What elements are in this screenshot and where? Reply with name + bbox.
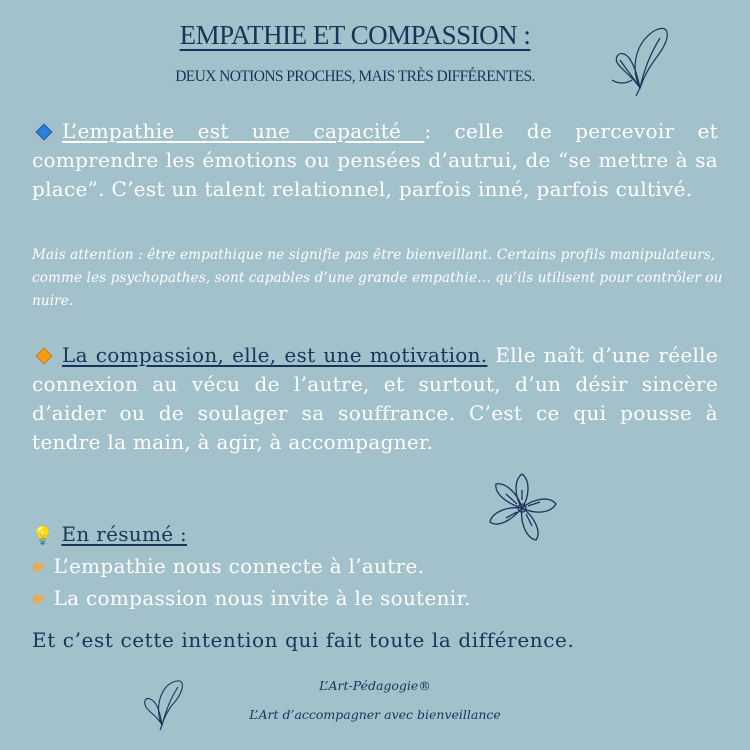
empathy-paragraph (32, 117, 718, 204)
page-subtitle: DEUX NOTIONS PROCHES, MAIS TRÈS DIFFÉRENTES. (175, 68, 535, 85)
summary-section (32, 519, 718, 615)
compassion-heading: La compassion, elle, est une motivation. (62, 343, 488, 367)
page-title: EMPATHIE ET COMPASSION : (179, 20, 531, 50)
empathy-note: Mais attention : être empathique ne signifie pas être bienveillant. Certains profils manipulateurs, comme les psychopathes, sont capables d’une grande empathie… qu’ils utilisent pour contrôler ou nuire. (32, 247, 723, 309)
butterfly-icon (610, 18, 674, 98)
compassion-text: Elle naît d’une réelle connexion au vécu de l’autre, et surtout, d’un désir sincère d’aider ou de soulager sa souffrance. C’est ce qui pousse à tendre la main, à agir, à accompagner. (32, 343, 719, 454)
blue-diamond-icon (36, 123, 53, 140)
summary-heading-row (32, 519, 718, 551)
brand-tagline: L’Art d’accompagner avec bienveillance (249, 707, 501, 722)
light-bulb-icon: 💡 (32, 526, 54, 546)
summary-item (32, 551, 718, 583)
pointing-hand-icon: ☛ (32, 558, 48, 578)
orange-diamond-icon (36, 347, 53, 364)
summary-item-text: La compassion nous invite à le soutenir. (53, 586, 471, 610)
conclusion-text: Et c’est cette intention qui fait toute la différence. (32, 628, 575, 652)
compassion-paragraph (32, 341, 718, 457)
empathy-heading: L’empathie est une capacité (62, 119, 425, 143)
pointing-hand-icon: ☛ (32, 590, 48, 610)
summary-item-text: L’empathie nous connecte à l’autre. (53, 554, 425, 578)
summary-heading: En résumé : (61, 522, 188, 546)
empathy-text: : celle de percevoir et comprendre les émotions ou pensées d’autrui, de “se mettre à sa place”. C’est un talent relationnel, parfois inné, parfois cultivé. (32, 119, 718, 201)
summary-item (32, 583, 718, 615)
brand-name: L’Art-Pédagogie® (319, 678, 431, 693)
